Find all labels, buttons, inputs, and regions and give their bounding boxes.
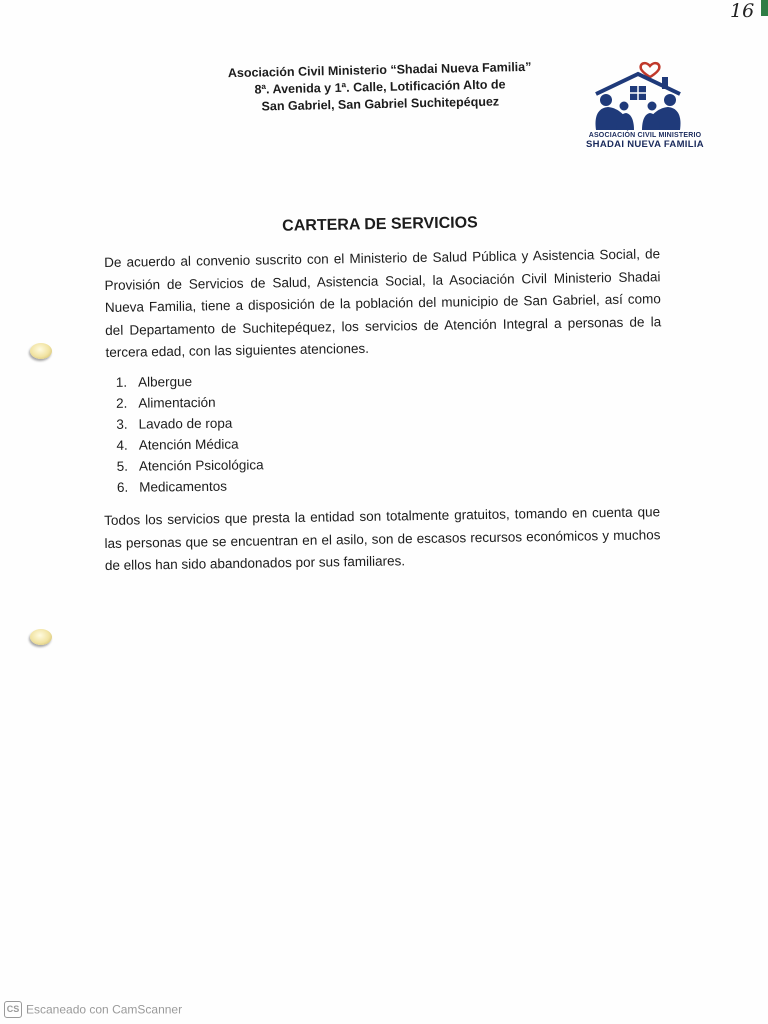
scanner-watermark xyxy=(4,1001,182,1019)
corner-tab xyxy=(761,0,768,16)
service-label: Atención Psicológica xyxy=(138,457,264,474)
service-number: 2. xyxy=(115,395,128,411)
closing-paragraph xyxy=(104,501,661,577)
camscanner-icon: CS xyxy=(4,1001,22,1018)
punch-hole-icon xyxy=(30,343,52,359)
organization-logo xyxy=(580,60,710,160)
handwritten-page-number: 16 xyxy=(730,0,755,22)
letterhead-line-3: San Gabriel, San Gabriel Suchitepéquez xyxy=(261,94,500,114)
punch-hole-icon xyxy=(30,629,52,645)
letterhead-line-2: 8ª. Avenida y 1ª. Calle, Lotificación Alto de xyxy=(254,77,506,97)
service-number: 1. xyxy=(115,374,128,390)
service-label: Medicamentos xyxy=(139,478,228,495)
service-item xyxy=(105,471,661,498)
house-family-logo-icon xyxy=(588,60,702,132)
service-number: 6. xyxy=(116,479,129,495)
service-label: Alimentación xyxy=(138,394,216,411)
service-number: 3. xyxy=(116,416,128,432)
letterhead xyxy=(220,59,541,117)
intro-paragraph xyxy=(104,243,662,364)
service-label: Lavado de ropa xyxy=(138,415,233,432)
logo-text-line-2: SHADAI NUEVA FAMILIA xyxy=(586,139,704,150)
service-number: 5. xyxy=(116,458,129,474)
letterhead-line-1: Asociación Civil Ministerio “Shadai Nueva Familia” xyxy=(227,59,532,81)
services-list xyxy=(104,366,661,498)
intro-text: De acuerdo al convenio suscrito con el Ministerio de Salud Pública y Asistencia Social, de Provisión de Servicios de Salud, Asistencia Social, la Asociación Civil Ministerio Shadai Nueva Familia, tiene a disposición de la población del municipio de San Gabriel, así como del Departamento de Suchitepéquez, los servicios de Atención Integral a personas de la tercera edad, con las siguientes atenciones. xyxy=(104,246,662,360)
service-label: Albergue xyxy=(138,374,193,390)
scanner-watermark-text: Escaneado con CamScanner xyxy=(26,1002,183,1017)
logo-text-line-1: ASOCIACIÓN CIVIL MINISTERIO xyxy=(588,132,702,139)
service-number: 4. xyxy=(116,437,128,453)
closing-text: Todos los servicios que presta la entidad son totalmente gratuitos, tomando en cuenta que las personas que se encuentran en el asilo, son de escasos recursos económicos y muchos de ellos han sido abandonados por sus familiares. xyxy=(104,504,661,573)
document-title: CARTERA DE SERVICIOS xyxy=(282,214,478,235)
service-label: Atención Médica xyxy=(138,436,239,453)
